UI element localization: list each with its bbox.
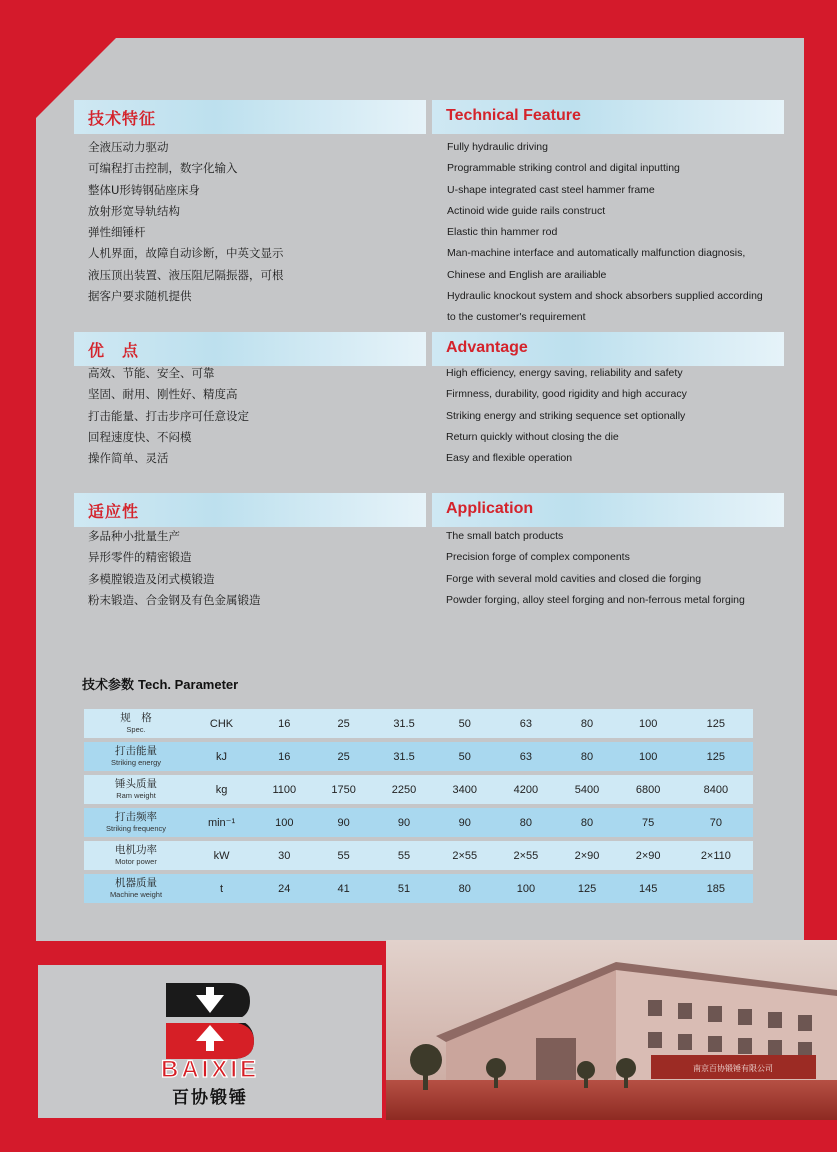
list-item: Chinese and English are arailiable	[447, 268, 607, 281]
list-item: Forge with several mold cavities and closed die forging	[446, 572, 702, 585]
table-row	[84, 874, 753, 903]
table-cell: 31.5	[374, 709, 434, 738]
table-cell: 2×110	[679, 841, 753, 870]
advantage-header-cn	[74, 332, 426, 366]
table-cell: 90	[313, 808, 373, 837]
row-label-en: Striking energy	[110, 757, 162, 767]
list-item: Striking energy and striking sequence set optionally	[446, 409, 686, 422]
row-unit: t	[188, 874, 255, 903]
table-row	[84, 742, 753, 771]
table-cell: 25	[313, 742, 373, 771]
row-unit: CHK	[188, 709, 255, 738]
list-item: Elastic thin hammer rod	[447, 226, 558, 239]
table-cell: 24	[255, 874, 313, 903]
table-cell: 1100	[255, 775, 313, 804]
list-item: 全液压动力驱动	[88, 140, 169, 154]
table-cell: 145	[618, 874, 679, 903]
row-unit: min⁻¹	[188, 808, 255, 837]
table-cell: 55	[374, 841, 434, 870]
table-cell: 8400	[679, 775, 753, 804]
row-label-en: Machine weight	[109, 889, 163, 899]
table-cell: 100	[618, 709, 679, 738]
advantage-title-cn: 优 点	[88, 341, 140, 360]
list-item: U-shape integrated cast steel hammer frame	[447, 183, 655, 196]
feature-list-cn	[88, 137, 284, 307]
table-cell: 3400	[434, 775, 495, 804]
factory-sign: 南京百协锻锤有限公司	[693, 1064, 773, 1073]
row-unit: kg	[188, 775, 255, 804]
feature-header-en	[432, 100, 784, 134]
row-label-cn: 机器质量	[115, 876, 157, 889]
params-title	[82, 674, 238, 693]
table-cell: 75	[618, 808, 679, 837]
table-cell: 30	[255, 841, 313, 870]
feature-list-en	[447, 137, 763, 329]
list-item: 液压顶出装置、液压阻尼隔振器，可根	[88, 267, 284, 282]
table-cell: 16	[255, 742, 313, 771]
application-header-cn	[74, 493, 426, 527]
table-cell: 100	[618, 742, 679, 771]
row-label	[84, 841, 188, 870]
advantage-list-cn	[88, 363, 249, 469]
table-cell: 125	[679, 709, 753, 738]
table-cell: 80	[556, 709, 617, 738]
feature-title-en: Technical Feature	[446, 107, 581, 124]
list-item: High efficiency, energy saving, reliability and safety	[446, 367, 683, 379]
list-item: Programmable striking control and digital inputting	[447, 162, 680, 175]
factory-photo	[386, 940, 837, 1120]
params-table	[84, 705, 753, 907]
list-item: Hydraulic knockout system and shock absorbers supplied according	[447, 290, 763, 303]
brand-name-en: BAIXIE	[160, 1056, 260, 1083]
table-cell: 2×55	[495, 841, 556, 870]
list-item: 弹性细锤杆	[88, 225, 146, 240]
list-item: 人机界面，故障自动诊断，中英文显示	[88, 246, 284, 261]
list-item: Powder forging, alloy steel forging and non-ferrous metal forging	[446, 593, 745, 606]
list-item: 可编程打击控制，数字化输入	[88, 161, 238, 176]
list-item: 放射形宽导轨结构	[88, 203, 180, 218]
params-title-en: Tech. Parameter	[138, 677, 239, 692]
list-item: Precision forge of complex components	[446, 551, 630, 564]
table-cell: 80	[495, 808, 556, 837]
row-label-cn: 规 格	[120, 711, 152, 724]
list-item: 多模膛锻造及闭式模锻造	[88, 571, 215, 586]
table-cell: 6800	[618, 775, 679, 804]
list-item: Return quickly without closing the die	[446, 430, 619, 443]
list-item: 整体U形铸钢砧座床身	[88, 182, 200, 197]
row-label-en: Spec.	[126, 724, 146, 734]
advantage-title-en: Advantage	[446, 339, 528, 356]
table-cell: 80	[556, 742, 617, 771]
list-item: 打击能量、打击步序可任意设定	[88, 408, 249, 423]
table-cell: 51	[374, 874, 434, 903]
table-row	[84, 709, 753, 738]
application-title-cn: 适应性	[88, 502, 140, 521]
row-label-cn: 打击频率	[115, 810, 157, 823]
params-title-cn: 技术参数	[82, 678, 135, 693]
feature-title-cn: 技术特征	[88, 109, 157, 128]
list-item: Man-machine interface and automatically malfunction diagnosis,	[447, 247, 746, 260]
row-label	[84, 808, 188, 837]
row-label-en: Striking frequency	[105, 823, 167, 833]
table-cell: 63	[495, 709, 556, 738]
list-item: The small batch products	[446, 530, 564, 542]
table-cell: 125	[556, 874, 617, 903]
table-row	[84, 841, 753, 870]
table-cell: 63	[495, 742, 556, 771]
application-list-cn	[88, 526, 261, 611]
table-cell: 100	[495, 874, 556, 903]
table-cell: 4200	[495, 775, 556, 804]
brand-panel	[38, 965, 382, 1118]
list-item: Firmness, durability, good rigidity and high accuracy	[446, 388, 687, 401]
table-cell: 55	[313, 841, 373, 870]
row-unit: kW	[188, 841, 255, 870]
application-header-en	[432, 493, 784, 527]
row-label	[84, 874, 188, 903]
list-item: Actinoid wide guide rails construct	[447, 204, 606, 217]
table-cell: 2×55	[434, 841, 495, 870]
row-label-cn: 打击能量	[115, 744, 157, 757]
table-cell: 50	[434, 709, 495, 738]
feature-header-cn	[74, 100, 426, 134]
table-cell: 50	[434, 742, 495, 771]
table-cell: 70	[679, 808, 753, 837]
list-item: Easy and flexible operation	[446, 452, 573, 465]
table-cell: 31.5	[374, 742, 434, 771]
table-cell: 2250	[374, 775, 434, 804]
table-cell: 1750	[313, 775, 373, 804]
table-cell: 100	[255, 808, 313, 837]
advantage-header-en	[432, 332, 784, 366]
table-row	[84, 808, 753, 837]
table-cell: 16	[255, 709, 313, 738]
table-cell: 80	[556, 808, 617, 837]
advantage-list-en	[446, 363, 687, 469]
application-title-en: Application	[446, 500, 534, 517]
row-unit: kJ	[188, 742, 255, 771]
row-label-en: Motor power	[115, 856, 157, 866]
row-label	[84, 742, 188, 771]
table-row	[84, 775, 753, 804]
row-label-cn: 锤头质量	[115, 777, 157, 790]
table-cell: 185	[679, 874, 753, 903]
table-cell: 2×90	[618, 841, 679, 870]
table-cell: 125	[679, 742, 753, 771]
list-item: 多品种小批量生产	[88, 529, 180, 543]
list-item: 回程速度快、不闷模	[88, 429, 192, 444]
brand-name-cn: 百协锻锤	[172, 1088, 248, 1108]
list-item: 坚固、耐用、刚性好、精度高	[88, 387, 238, 402]
list-item: 据客户要求随机提供	[88, 289, 192, 304]
row-label	[84, 775, 188, 804]
row-label	[84, 709, 188, 738]
table-cell: 2×90	[556, 841, 617, 870]
table-cell: 25	[313, 709, 373, 738]
table-cell: 80	[434, 874, 495, 903]
table-cell: 90	[374, 808, 434, 837]
list-item: to the customer's requirement	[447, 311, 586, 324]
table-cell: 5400	[556, 775, 617, 804]
table-cell: 41	[313, 874, 373, 903]
list-item: 高效、节能、安全、可靠	[88, 366, 215, 380]
list-item: Fully hydraulic driving	[447, 141, 548, 153]
factory-illustration	[386, 940, 837, 1120]
row-label-en: Ram weight	[116, 790, 156, 800]
row-label-cn: 电机功率	[115, 843, 157, 856]
list-item: 操作简单、灵活	[88, 451, 169, 466]
baixie-logo	[38, 965, 382, 1118]
list-item: 异形零件的精密锻造	[88, 550, 192, 565]
application-list-en	[446, 526, 745, 611]
table-cell: 90	[434, 808, 495, 837]
list-item: 粉末锻造、合金钢及有色金属锻造	[88, 592, 261, 607]
